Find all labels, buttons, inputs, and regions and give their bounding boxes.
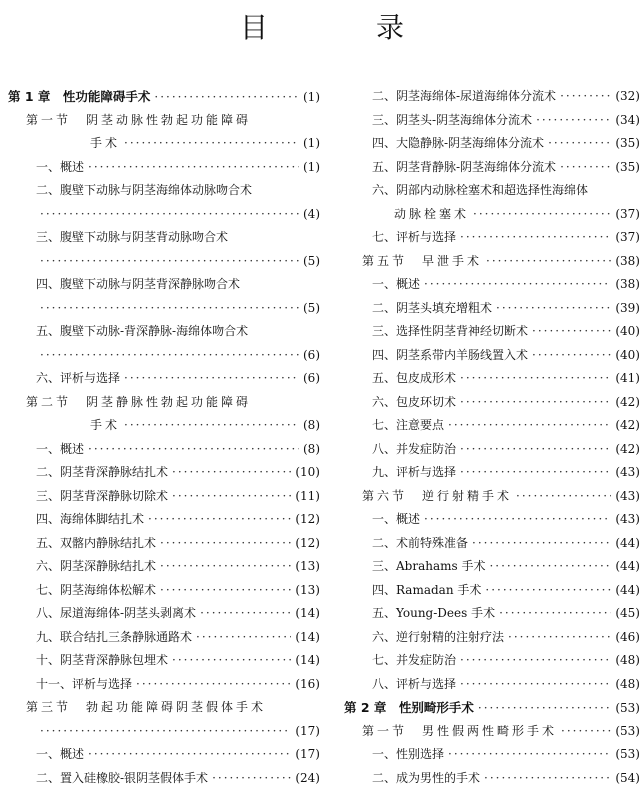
toc-page-number: (54) xyxy=(615,767,640,790)
toc-entry xyxy=(8,555,320,579)
toc-page-number: (4) xyxy=(303,203,320,227)
leader-dots xyxy=(40,344,299,368)
toc-entry xyxy=(8,485,320,509)
toc-entry-label: 第六节 逆行射精手术 xyxy=(362,485,512,509)
toc-entry-label: 六、包皮环切术 xyxy=(372,391,456,415)
toc-entry xyxy=(344,179,640,203)
toc-entry-label: 二、术前特殊准备 xyxy=(372,532,468,556)
toc-page-number: (43) xyxy=(615,461,640,485)
toc-page-number: (42) xyxy=(615,438,640,462)
toc-page-number: (53) xyxy=(615,697,640,721)
toc-entry xyxy=(8,438,320,462)
toc-page-number: (11) xyxy=(295,485,320,509)
leader-dots xyxy=(200,602,291,626)
toc-entry-label: 二、腹壁下动脉与阴茎海绵体动脉吻合术 xyxy=(36,179,252,203)
toc-entry-label: 九、联合结扎三条静脉通路术 xyxy=(36,626,192,650)
leader-dots xyxy=(460,367,611,391)
leader-dots xyxy=(486,250,611,274)
leader-dots xyxy=(561,720,611,744)
toc-entry xyxy=(8,461,320,485)
leader-dots xyxy=(40,720,291,744)
leader-dots xyxy=(548,132,611,156)
toc-entry-label: 一、性别选择 xyxy=(372,743,444,767)
toc-page-number: (1) xyxy=(303,132,320,156)
toc-entry xyxy=(8,579,320,603)
toc-entry xyxy=(344,156,640,180)
toc-page-number: (14) xyxy=(295,602,320,626)
leader-dots xyxy=(148,508,291,532)
toc-entry-label: 第 2 章 性别畸形手术 xyxy=(344,696,474,720)
toc-page-number: (43) xyxy=(615,485,640,509)
leader-dots xyxy=(40,297,299,321)
toc-entry-label: 二、成为男性的手术 xyxy=(372,767,480,790)
toc-page-number: (8) xyxy=(303,438,320,462)
toc-page-number: (43) xyxy=(615,508,640,532)
toc-entry-label: 八、评析与选择 xyxy=(372,673,456,697)
toc-entry-label: 六、逆行射精的注射疗法 xyxy=(372,626,504,650)
toc-page-number: (8) xyxy=(303,414,320,438)
toc-page-number: (48) xyxy=(615,673,640,697)
toc-entry-label: 第五节 早泄手术 xyxy=(362,250,482,274)
toc-entry xyxy=(344,602,640,626)
toc-page-number: (13) xyxy=(295,579,320,603)
leader-dots xyxy=(499,602,611,626)
toc-entry-label: 第二节 阴茎静脉性勃起功能障碍 xyxy=(26,391,251,415)
toc-page-number: (44) xyxy=(615,555,640,579)
leader-dots xyxy=(424,273,611,297)
leader-dots xyxy=(516,485,611,509)
toc-entry xyxy=(344,555,640,579)
toc-entry-label: 三、阴茎背深静脉切除术 xyxy=(36,485,168,509)
toc-page-number: (32) xyxy=(615,85,640,109)
toc-entry-label: 五、双髂内静脉结扎术 xyxy=(36,532,156,556)
toc-entry xyxy=(344,273,640,297)
toc-page-number: (38) xyxy=(615,273,640,297)
toc-entry xyxy=(344,109,640,133)
leader-dots xyxy=(124,132,299,156)
toc-entry xyxy=(8,391,320,415)
toc-entry xyxy=(8,696,320,720)
leader-dots xyxy=(536,109,611,133)
toc-page-number: (53) xyxy=(615,720,640,744)
toc-entry xyxy=(344,579,640,603)
leader-dots xyxy=(154,86,299,110)
toc-page-number: (44) xyxy=(615,579,640,603)
leader-dots xyxy=(460,673,611,697)
toc-entry-label: 五、阴茎背静脉-阴茎海绵体分流术 xyxy=(372,156,556,180)
toc-page-number: (42) xyxy=(615,391,640,415)
toc-page-number: (41) xyxy=(615,367,640,391)
toc-right-column xyxy=(344,85,640,790)
toc-entry-label: 九、评析与选择 xyxy=(372,461,456,485)
toc-entry-label: 一、概述 xyxy=(372,508,420,532)
toc-entry xyxy=(8,743,320,767)
toc-page-number: (37) xyxy=(615,226,640,250)
toc-entry-label: 二、阴茎海绵体-尿道海绵体分流术 xyxy=(372,85,556,109)
leader-dots xyxy=(136,673,291,697)
toc-entry xyxy=(344,767,640,790)
toc-entry xyxy=(8,250,320,274)
toc-entry xyxy=(8,767,320,790)
toc-entry-label: 第一节 男性假两性畸形手术 xyxy=(362,720,557,744)
toc-entry xyxy=(8,85,320,109)
leader-dots xyxy=(560,156,611,180)
toc-entry xyxy=(344,132,640,156)
leader-dots xyxy=(485,579,611,603)
toc-entry xyxy=(344,391,640,415)
toc-page-number: (37) xyxy=(615,203,640,227)
toc-entry xyxy=(344,508,640,532)
toc-page-number: (46) xyxy=(615,626,640,650)
leader-dots xyxy=(88,743,291,767)
toc-entry-label: 动脉栓塞术 xyxy=(394,203,469,227)
toc-entry xyxy=(344,320,640,344)
toc-entry-label: 四、腹壁下动脉与阴茎背深静脉吻合术 xyxy=(36,273,240,297)
leader-dots xyxy=(172,649,291,673)
toc-entry xyxy=(8,226,320,250)
toc-entry-label: 四、Ramadan 手术 xyxy=(372,579,481,603)
toc-entry-label: 八、并发症防治 xyxy=(372,438,456,462)
toc-page-number: (10) xyxy=(295,461,320,485)
toc-page-number: (1) xyxy=(303,156,320,180)
toc-entry-label: 五、包皮成形术 xyxy=(372,367,456,391)
leader-dots xyxy=(196,626,291,650)
toc-entry xyxy=(8,179,320,203)
toc-page-number: (40) xyxy=(615,344,640,368)
toc-entry xyxy=(8,720,320,744)
toc-entry-label: 四、阴茎系带内羊肠线置入术 xyxy=(372,344,528,368)
toc-entry xyxy=(344,367,640,391)
toc-entry xyxy=(8,626,320,650)
toc-page-number: (42) xyxy=(615,414,640,438)
toc-page-number: (12) xyxy=(295,508,320,532)
toc-entry-label: 第 1 章 性功能障碍手术 xyxy=(8,85,150,109)
toc-entry xyxy=(8,367,320,391)
toc-entry-label: 四、海绵体脚结扎术 xyxy=(36,508,144,532)
toc-entry-label: 手术 xyxy=(90,414,120,438)
toc-entry-label: 五、Young-Dees 手术 xyxy=(372,602,495,626)
leader-dots xyxy=(172,461,291,485)
toc-entry xyxy=(8,414,320,438)
toc-entry-label: 手术 xyxy=(90,132,120,156)
toc-entry-label: 一、概述 xyxy=(36,438,84,462)
toc-entry xyxy=(8,273,320,297)
toc-entry-label: 一、概述 xyxy=(36,743,84,767)
leader-dots xyxy=(478,697,611,721)
toc-entry xyxy=(8,344,320,368)
leader-dots xyxy=(212,767,291,790)
toc-page-number: (5) xyxy=(303,297,320,321)
toc-entry xyxy=(8,156,320,180)
toc-page-number: (40) xyxy=(615,320,640,344)
toc-page-number: (45) xyxy=(615,602,640,626)
leader-dots xyxy=(124,414,299,438)
toc-entry xyxy=(344,203,640,227)
toc-page-number: (1) xyxy=(303,86,320,110)
leader-dots xyxy=(484,767,611,790)
toc-entry xyxy=(344,250,640,274)
toc-entry-label: 六、阴部内动脉栓塞术和超选择性海绵体 xyxy=(372,179,588,203)
toc-entry-label: 十一、评析与选择 xyxy=(36,673,132,697)
leader-dots xyxy=(160,555,291,579)
leader-dots xyxy=(448,743,611,767)
toc-entry-label: 一、概述 xyxy=(36,156,84,180)
toc-entry xyxy=(344,485,640,509)
leader-dots xyxy=(532,344,611,368)
toc-page-number: (35) xyxy=(615,156,640,180)
toc-entry xyxy=(344,297,640,321)
toc-entry-label: 七、评析与选择 xyxy=(372,226,456,250)
toc-page-number: (6) xyxy=(303,344,320,368)
toc-page-number: (48) xyxy=(615,649,640,673)
toc-entry xyxy=(344,85,640,109)
toc-page-number: (34) xyxy=(615,109,640,133)
toc-entry-label: 五、腹壁下动脉-背深静脉-海绵体吻合术 xyxy=(36,320,248,344)
toc-entry xyxy=(8,320,320,344)
toc-entry-label: 三、阴茎头-阴茎海绵体分流术 xyxy=(372,109,532,133)
leader-dots xyxy=(460,226,611,250)
toc-entry-label: 七、并发症防治 xyxy=(372,649,456,673)
toc-page-number: (35) xyxy=(615,132,640,156)
toc-entry xyxy=(8,602,320,626)
toc-entry-label: 七、阴茎海绵体松解术 xyxy=(36,579,156,603)
toc-page-number: (44) xyxy=(615,532,640,556)
toc-page-number: (17) xyxy=(295,743,320,767)
leader-dots xyxy=(124,367,299,391)
toc-page-number: (38) xyxy=(615,250,640,274)
leader-dots xyxy=(472,532,611,556)
toc-entry xyxy=(344,438,640,462)
toc-page-number: (13) xyxy=(295,555,320,579)
toc-entry xyxy=(344,720,640,744)
toc-entry-label: 四、大隐静脉-阴茎海绵体分流术 xyxy=(372,132,544,156)
toc-page-number: (17) xyxy=(295,720,320,744)
toc-entry xyxy=(8,532,320,556)
toc-page-number: (14) xyxy=(295,626,320,650)
toc-entry xyxy=(344,461,640,485)
leader-dots xyxy=(40,203,299,227)
leader-dots xyxy=(460,649,611,673)
leader-dots xyxy=(532,320,611,344)
toc-entry-label: 第三节 勃起功能障碍阴茎假体手术 xyxy=(26,696,266,720)
toc-left-column xyxy=(8,85,320,790)
leader-dots xyxy=(88,438,299,462)
toc-entry-label: 三、腹壁下动脉与阴茎背动脉吻合术 xyxy=(36,226,228,250)
leader-dots xyxy=(460,461,611,485)
toc-entry-label: 三、Abrahams 手术 xyxy=(372,555,485,579)
toc-entry-label: 三、选择性阴茎背神经切断术 xyxy=(372,320,528,344)
toc-page-number: (14) xyxy=(295,649,320,673)
toc-entry-label: 二、阴茎背深静脉结扎术 xyxy=(36,461,168,485)
toc-entry xyxy=(344,414,640,438)
toc-page-number: (16) xyxy=(295,673,320,697)
toc-entry xyxy=(344,626,640,650)
leader-dots xyxy=(160,579,291,603)
leader-dots xyxy=(473,203,611,227)
toc-entry-label: 一、概述 xyxy=(372,273,420,297)
leader-dots xyxy=(424,508,611,532)
toc-page-number: (12) xyxy=(295,532,320,556)
toc-entry xyxy=(8,203,320,227)
toc-entry-label: 六、评析与选择 xyxy=(36,367,120,391)
leader-dots xyxy=(40,250,299,274)
toc-entry xyxy=(344,344,640,368)
toc-entry xyxy=(344,673,640,697)
toc-page-number: (6) xyxy=(303,367,320,391)
leader-dots xyxy=(496,297,611,321)
toc-entry-label: 七、注意要点 xyxy=(372,414,444,438)
toc-entry xyxy=(344,696,640,720)
toc-page-number: (24) xyxy=(295,767,320,790)
toc-page-number: (5) xyxy=(303,250,320,274)
leader-dots xyxy=(172,485,291,509)
toc-entry xyxy=(8,132,320,156)
toc-entry-label: 二、置入硅橡胶-银阴茎假体手术 xyxy=(36,767,208,790)
leader-dots xyxy=(160,532,291,556)
toc-page-number: (39) xyxy=(615,297,640,321)
toc-entry-label: 十、阴茎背深静脉包埋术 xyxy=(36,649,168,673)
leader-dots xyxy=(460,391,611,415)
toc-entry xyxy=(8,649,320,673)
toc-entry xyxy=(344,649,640,673)
toc-entry xyxy=(8,297,320,321)
toc-entry-label: 八、尿道海绵体-阴茎头剥离术 xyxy=(36,602,196,626)
leader-dots xyxy=(460,438,611,462)
leader-dots xyxy=(489,555,611,579)
toc-entry-label: 六、阴茎深静脉结扎术 xyxy=(36,555,156,579)
toc-entry xyxy=(344,743,640,767)
toc-entry xyxy=(344,226,640,250)
leader-dots xyxy=(508,626,611,650)
toc-page-number: (53) xyxy=(615,743,640,767)
toc-entry xyxy=(8,109,320,133)
toc-entry-label: 第一节 阴茎动脉性勃起功能障碍 xyxy=(26,109,251,133)
toc-entry xyxy=(344,532,640,556)
page-title: 目 录 xyxy=(0,6,644,46)
toc-entry-label: 二、阴茎头填充增粗术 xyxy=(372,297,492,321)
toc-entry xyxy=(8,673,320,697)
leader-dots xyxy=(560,85,611,109)
toc-entry xyxy=(8,508,320,532)
leader-dots xyxy=(448,414,611,438)
leader-dots xyxy=(88,156,299,180)
